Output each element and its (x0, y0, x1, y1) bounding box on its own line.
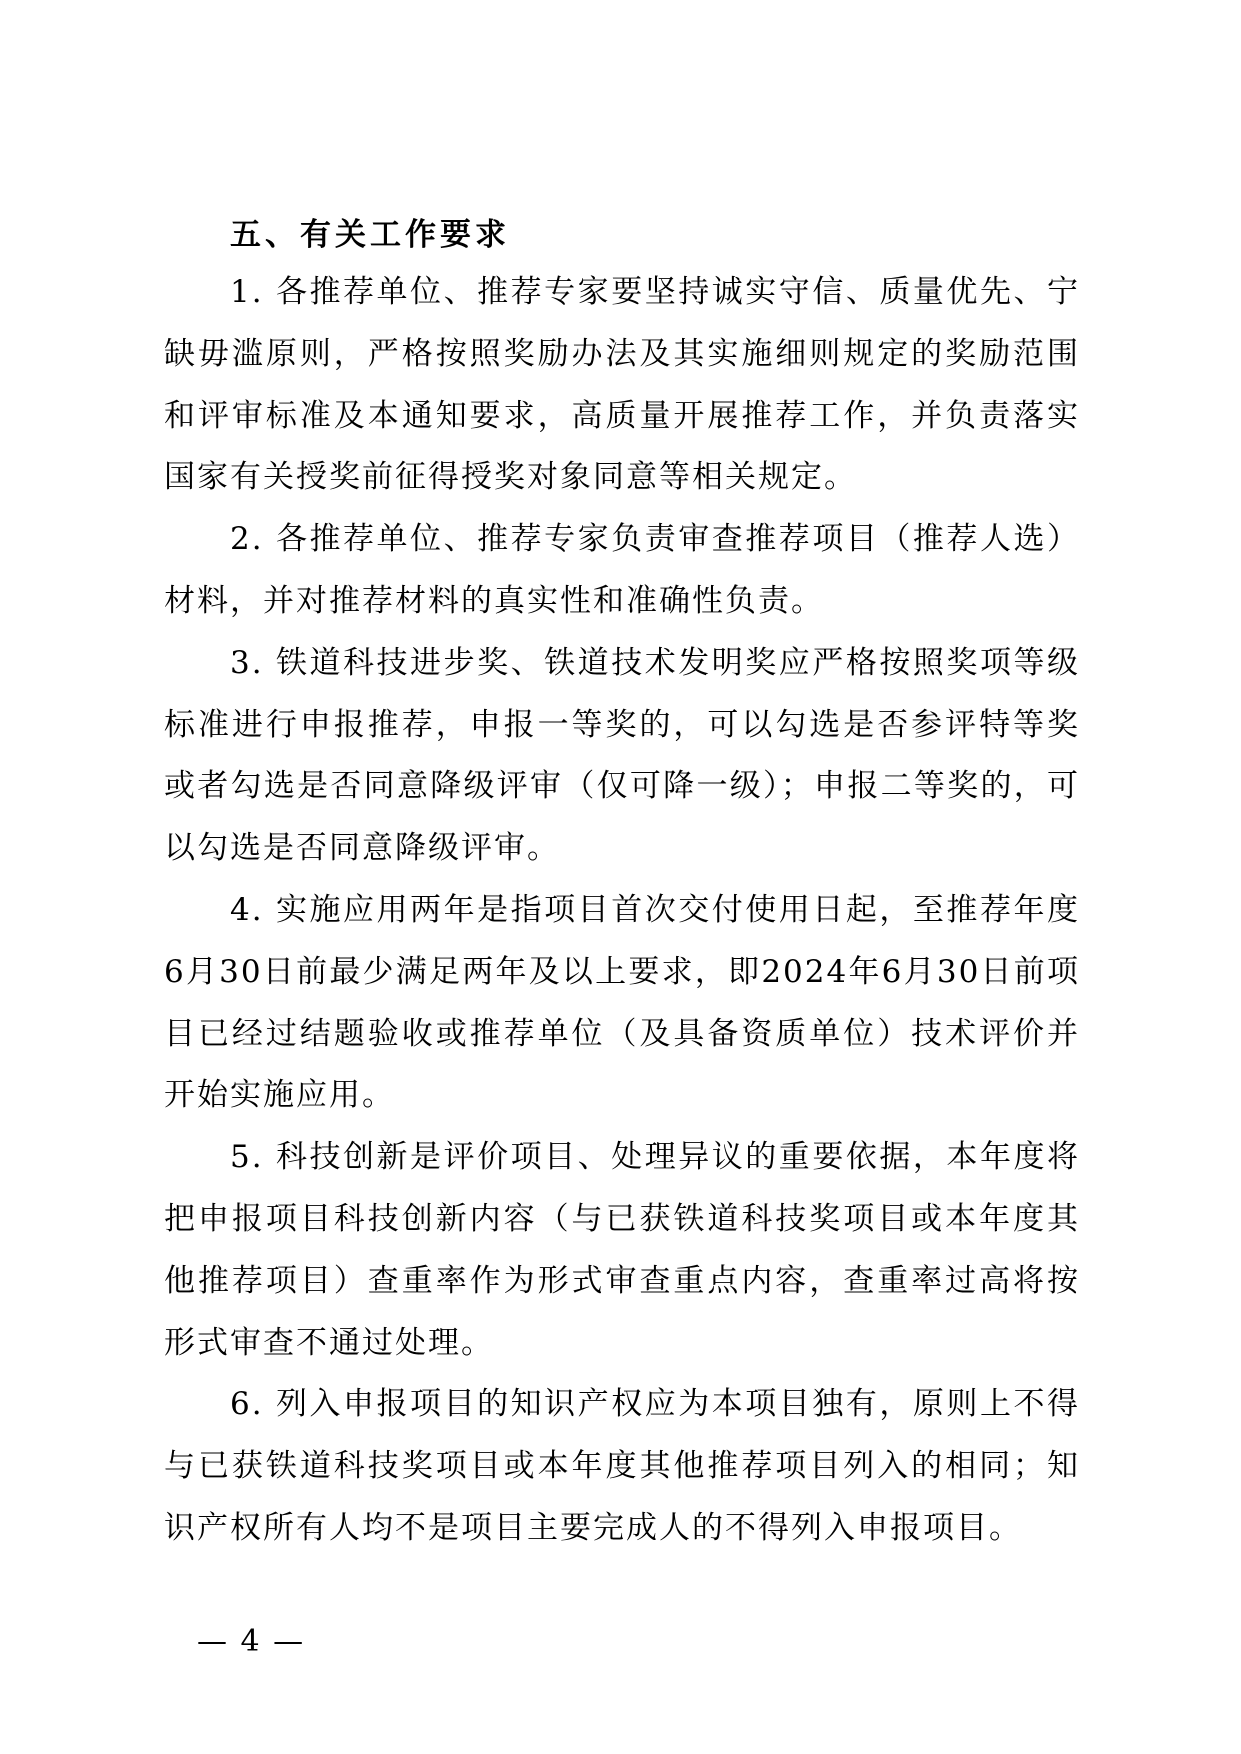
paragraph-5: 5. 科技创新是评价项目、处理异议的重要依据，本年度将把申报项目科技创新内容（与已获铁道科技奖项目或本年度其他推荐项目）查重率作为形式审查重点内容，查重率过高将按形式审查不通过处理。 (164, 1139, 1080, 1361)
paragraph-1: 1. 各推荐单位、推荐专家要坚持诚实守信、质量优先、宁缺毋滥原则，严格按照奖励办法及其实施细则规定的奖励范围和评审标准及本通知要求，高质量开展推荐工作，并负责落实国家有关授奖前征得授奖对象同意等相关规定。 (164, 274, 1080, 496)
paragraph-6: 6. 列入申报项目的知识产权应为本项目独有，原则上不得与已获铁道科技奖项目或本年度其他推荐项目列入的相同；知识产权所有人均不是项目主要完成人的不得列入申报项目。 (164, 1386, 1080, 1546)
section-heading: 五、有关工作要求 (230, 217, 510, 253)
paragraph-3: 3. 铁道科技进步奖、铁道技术发明奖应严格按照奖项等级标准进行申报推荐，申报一等奖的，可以勾选是否参评特等奖或者勾选是否同意降级评审（仅可降一级）；申报二等奖的，可以勾选是否同意降级评审。 (164, 644, 1080, 867)
paragraph-2: 2. 各推荐单位、推荐专家负责审查推荐项目（推荐人选）材料，并对推荐材料的真实性和准确性负责。 (164, 521, 1080, 619)
page-number: — 4 — (197, 1624, 306, 1659)
body-text (164, 262, 1080, 1560)
paragraph-4: 4. 实施应用两年是指项目首次交付使用日起，至推荐年度6月30日前最少满足两年及以上要求，即2024年6月30日前项目已经过结题验收或推荐单位（及具备资质单位）技术评价并开始实施应用。 (164, 891, 1080, 1114)
